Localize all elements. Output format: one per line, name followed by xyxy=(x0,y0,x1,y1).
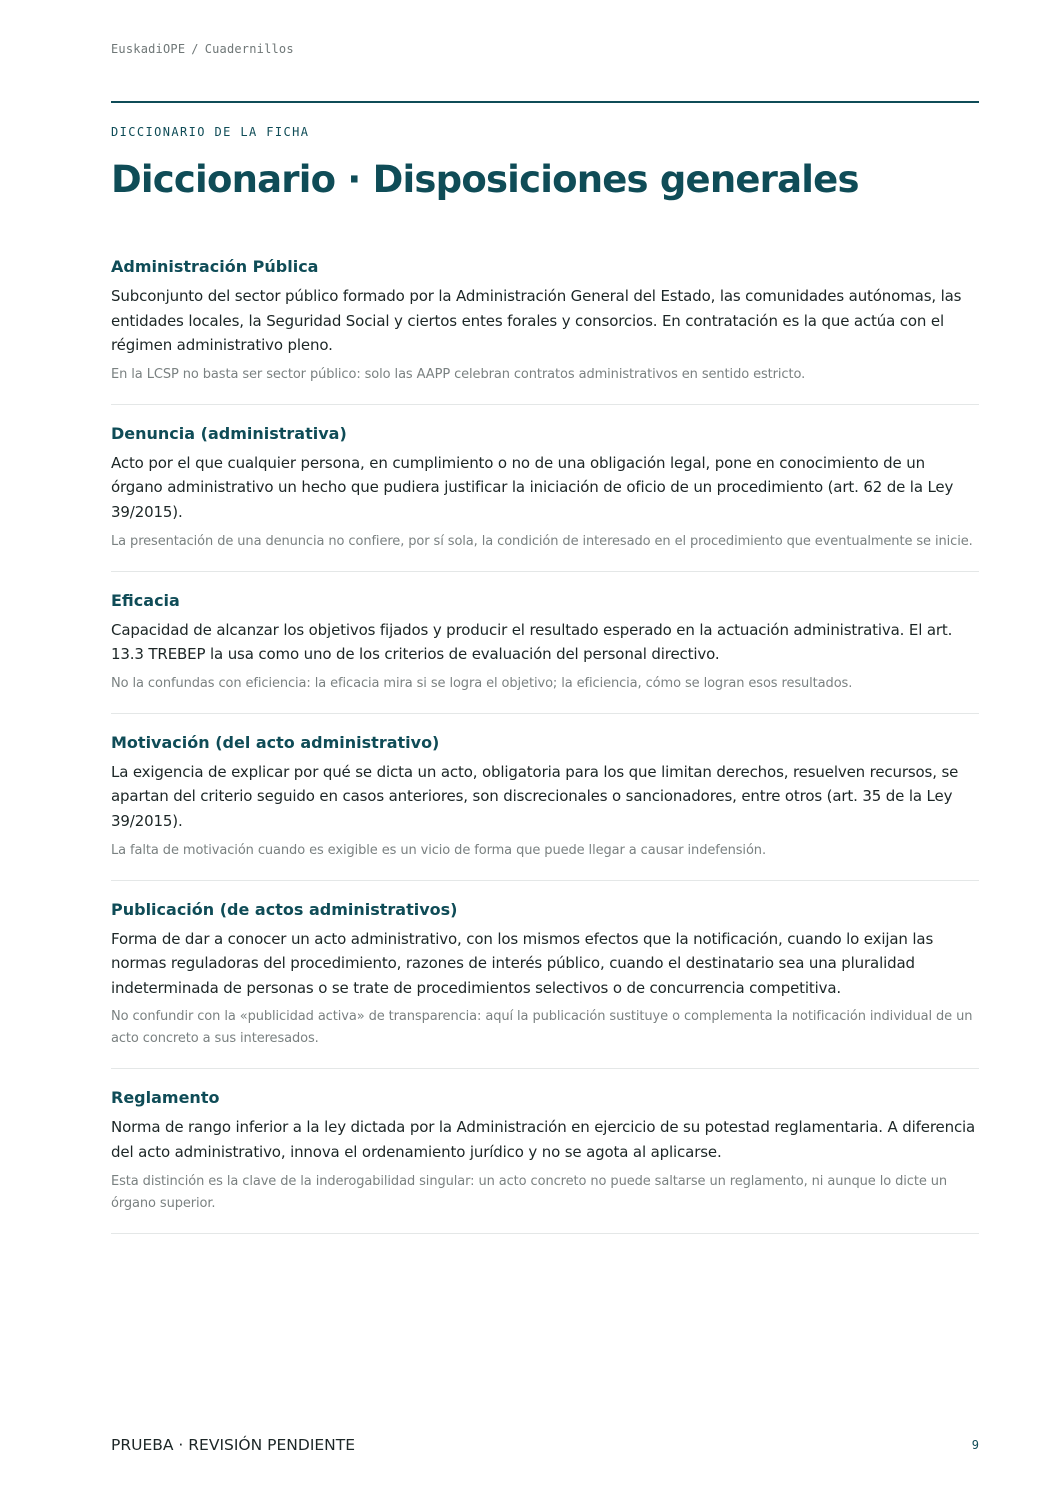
glossary-note: No confundir con la «publicidad activa» de transparencia: aquí la publicación sustituye o complementa la notificación individual de un acto concreto a sus interesados. xyxy=(111,1009,973,1047)
footer-status: PRUEBA · REVISIÓN PENDIENTE xyxy=(111,1436,356,1454)
glossary-note: La falta de motivación cuando es exigible es un vicio de forma que puede llegar a causar indefensión. xyxy=(111,842,766,858)
header-divider xyxy=(111,101,979,103)
breadcrumb-section[interactable]: Cuadernillos xyxy=(204,42,294,56)
page-number: 9 xyxy=(971,1438,979,1452)
glossary-definition: Acto por el que cualquier persona, en cumplimiento o no de una obligación legal, pone en conocimiento de un órgano administrativo un hecho que pudiera justificar la iniciación de oficio de un procedimiento (art. 62 de la Ley 39/2015). xyxy=(111,453,954,521)
glossary-entry xyxy=(111,1087,979,1233)
glossary-term: Denuncia (administrativa) xyxy=(111,423,347,443)
glossary-note: En la LCSP no basta ser sector público: solo las AAPP celebran contratos administrativos en sentido estricto. xyxy=(111,366,806,382)
glossary-entry xyxy=(111,590,979,714)
page-title: Diccionario · Disposiciones generales xyxy=(111,158,859,201)
glossary-note: No la confundas con eficiencia: la eficacia mira si se logra el objetivo; la eficiencia, cómo se logran esos resultados. xyxy=(111,675,853,691)
document-page xyxy=(111,0,979,1500)
breadcrumb xyxy=(111,42,294,56)
glossary-definition: Capacidad de alcanzar los objetivos fijados y producir el resultado esperado en la actuación administrativa. El art. 13.3 TREBEP la usa como uno de los criterios de evaluación del personal directivo. xyxy=(111,620,953,664)
glossary-definition: La exigencia de explicar por qué se dicta un acto, obligatoria para los que limitan derechos, resuelven recursos, se apartan del criterio seguido en casos anteriores, son discrecionales o sancionadores, entre otros (art. 35 de la Ley 39/2015). xyxy=(111,762,959,830)
glossary-definition: Forma de dar a conocer un acto administrativo, con los mismos efectos que la notificación, cuando lo exijan las normas reguladoras del procedimiento, razones de interés público, cuando el destinatario sea una pluralidad indeterminada de personas o se trate de procedimientos selectivos o de concurrencia competitiva. xyxy=(111,929,934,997)
glossary-note: Esta distinción es la clave de la inderogabilidad singular: un acto concreto no puede saltarse un reglamento, ni aunque lo dicte un órgano superior. xyxy=(111,1173,948,1211)
glossary-definition: Subconjunto del sector público formado por la Administración General del Estado, las comunidades autónomas, las entidades locales, la Seguridad Social y ciertos entes forales y consorcios. En contratación es la que actúa con el régimen administrativo pleno. xyxy=(111,287,962,355)
section-eyebrow: DICCIONARIO DE LA FICHA xyxy=(111,125,310,139)
glossary-entry xyxy=(111,732,979,881)
glossary-term: Publicación (de actos administrativos) xyxy=(111,899,458,919)
glossary-term: Reglamento xyxy=(111,1088,220,1108)
breadcrumb-site[interactable]: EuskadiOPE xyxy=(111,42,186,56)
glossary-term: Motivación (del acto administrativo) xyxy=(111,732,440,752)
glossary-entry xyxy=(111,899,979,1070)
glossary-note: La presentación de una denuncia no confiere, por sí sola, la condición de interesado en el procedimiento que eventualmente se inicie. xyxy=(111,533,973,549)
breadcrumb-separator: / xyxy=(191,42,199,56)
glossary-list xyxy=(111,256,979,1252)
glossary-definition: Norma de rango inferior a la ley dictada por la Administración en ejercicio de su potestad reglamentaria. A diferencia del acto administrativo, innova el ordenamiento jurídico y no se agota al aplicarse. xyxy=(111,1118,976,1161)
glossary-entry xyxy=(111,423,979,572)
glossary-term: Eficacia xyxy=(111,590,180,610)
glossary-term: Administración Pública xyxy=(111,257,319,276)
glossary-entry xyxy=(111,256,979,405)
